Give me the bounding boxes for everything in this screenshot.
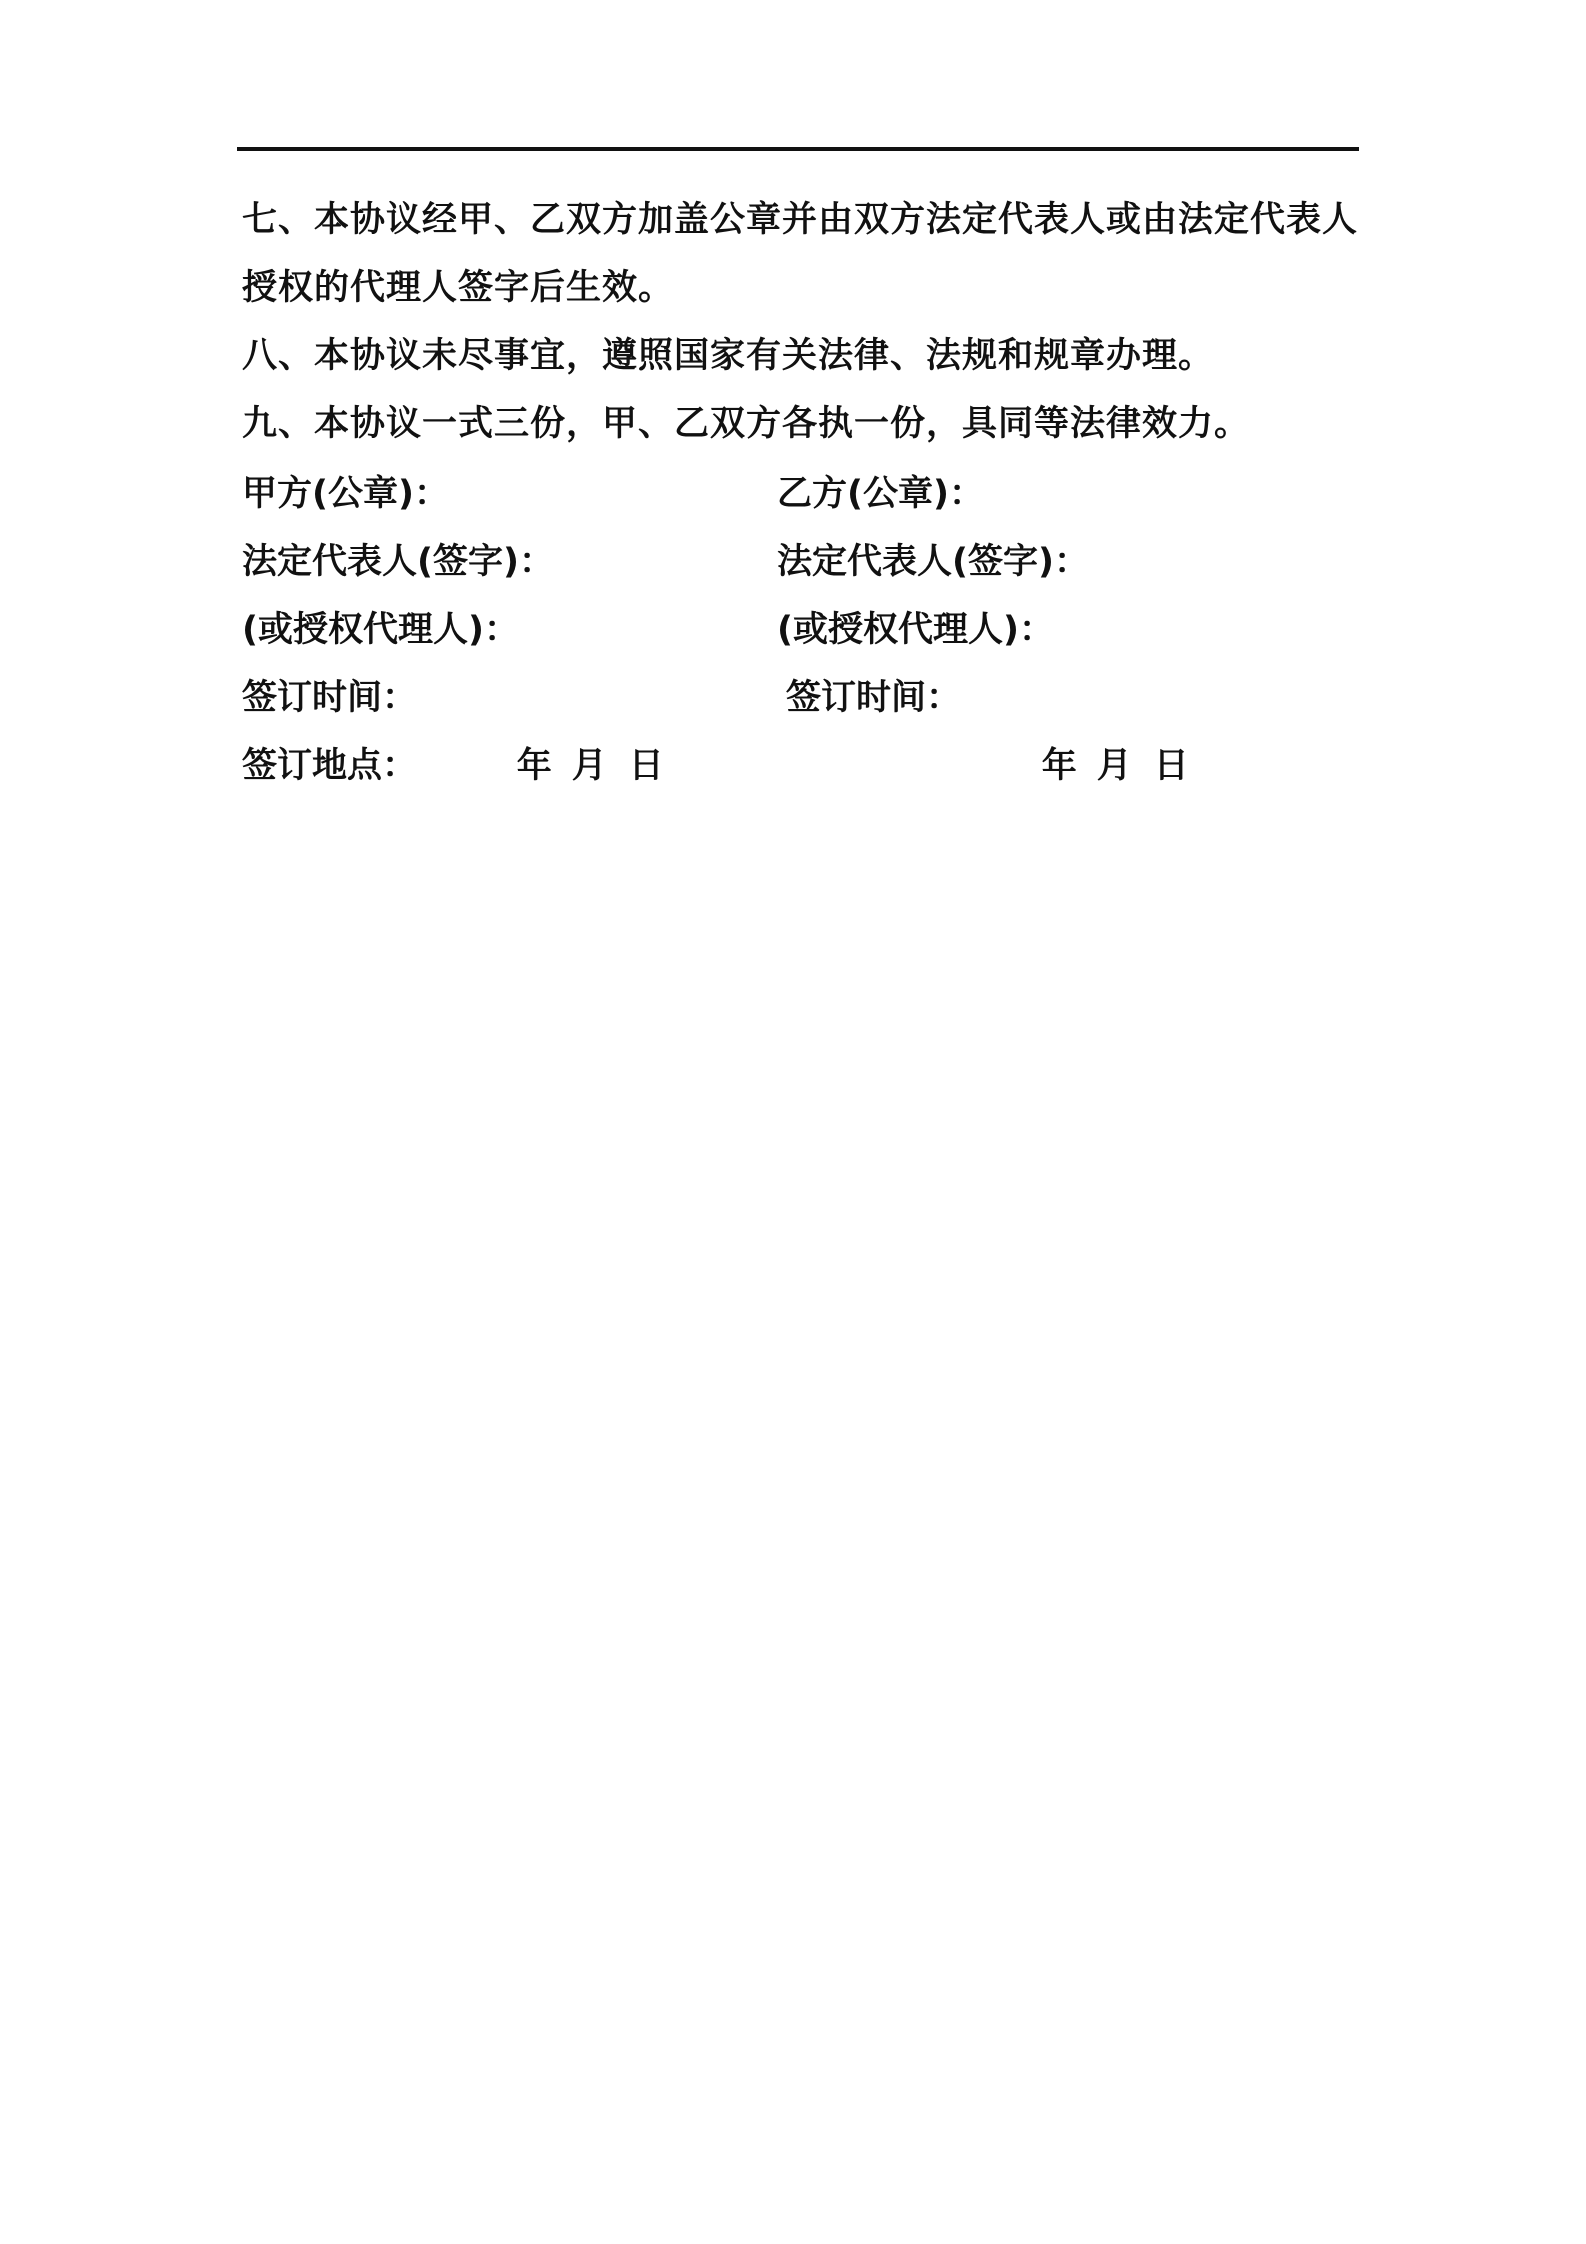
clause-list [242,186,1367,458]
party-b-year: 年 [1041,746,1077,786]
party-a-rep-label: 法定代表人(签字)： [242,542,554,582]
party-a-seal-label: 甲方(公章)： [242,474,449,514]
signing-place-label: 签订地点： [242,746,418,786]
header-rule [237,147,1359,151]
party-b-agent-label: (或授权代理人)： [777,610,1054,650]
party-b-rep-label: 法定代表人(签字)： [777,542,1089,582]
clause-9: 九、本协议一式三份，甲、乙双方各执一份，具同等法律效力。 [242,404,1251,444]
party-b-date-fields [993,664,1189,868]
party-b-month: 月 [1096,746,1132,786]
clause-8: 八、本协议未尽事宜，遵照国家有关法律、法规和规章办理。 [242,336,1215,376]
party-a-year: 年 [516,746,552,786]
party-a-date-fields [468,664,664,868]
party-b-day: 日 [1153,746,1189,786]
party-b-seal-label: 乙方(公章)： [777,474,984,514]
party-a-month: 月 [571,746,607,786]
party-a-day: 日 [628,746,664,786]
party-a-agent-label: (或授权代理人)： [242,610,519,650]
party-a-date-label: 签订时间： [242,678,418,718]
clause-7: 七、本协议经甲、乙双方加盖公章并由双方法定代表人或由法定代表人授权的代理人签字后生效。 [242,200,1359,308]
party-b-date-label: 签订时间： [786,678,962,718]
